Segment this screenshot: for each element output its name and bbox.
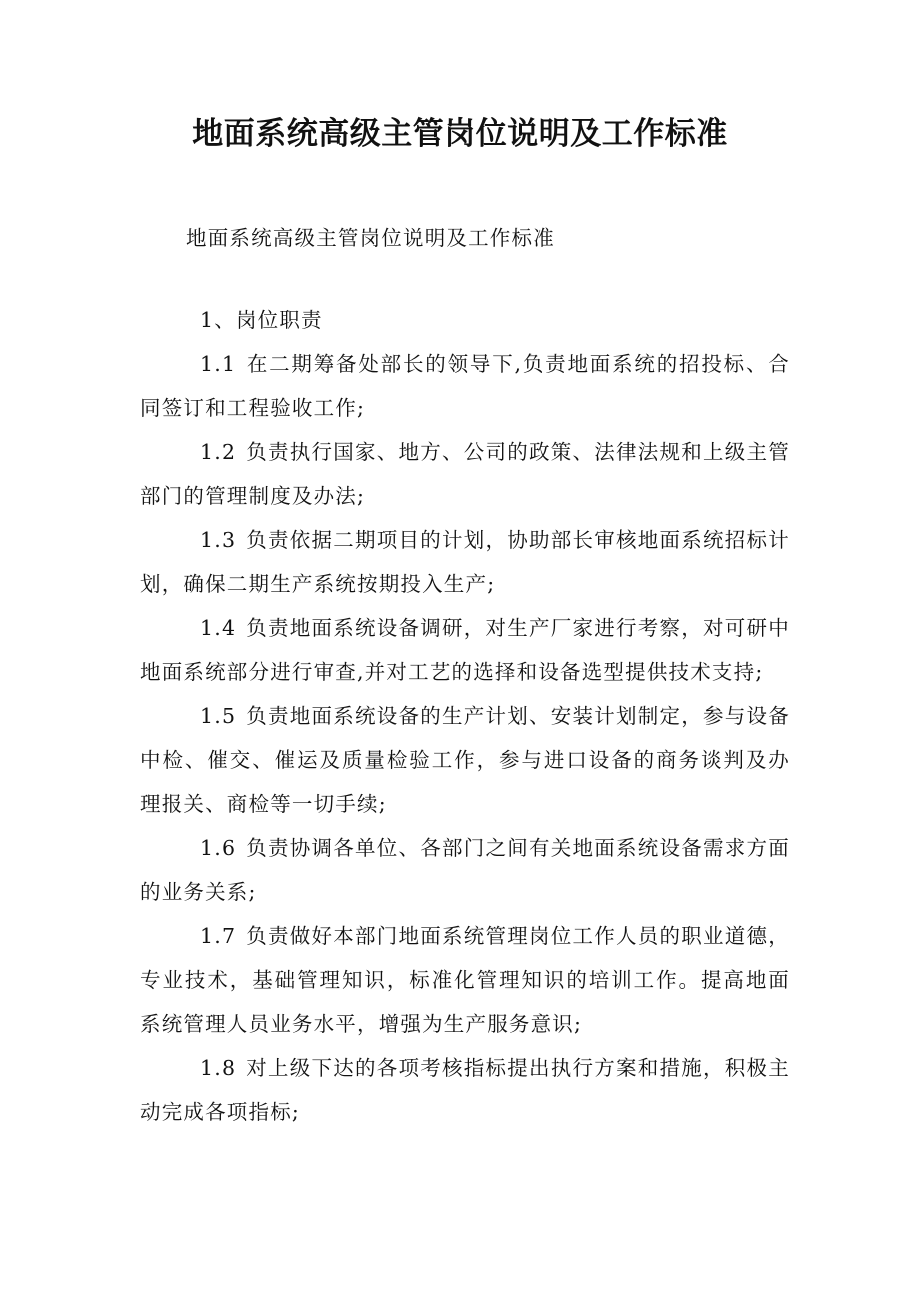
document-subtitle: 地面系统高级主管岗位说明及工作标准 (186, 226, 555, 250)
duty-item-text: 负责依据二期项目的计划，协助部长审核地面系统招标计划，确保二期生产系统按期投入生产; (140, 528, 790, 596)
duty-item-1-6 (140, 826, 790, 914)
duty-item-number: 1.4 (200, 616, 237, 640)
duty-item-number: 1.2 (200, 440, 237, 464)
duty-item-1-8 (140, 1046, 790, 1134)
duty-item-text: 对上级下达的各项考核指标提出执行方案和措施，积极主动完成各项指标; (140, 1056, 790, 1124)
duty-item-number: 1.5 (200, 704, 237, 728)
duty-item-text: 负责协调各单位、各部门之间有关地面系统设备需求方面的业务关系; (140, 836, 790, 904)
duty-item-number: 1.7 (200, 924, 237, 948)
document-title: 地面系统高级主管岗位说明及工作标准 (192, 116, 728, 152)
duty-list (140, 342, 790, 1134)
duty-item-1-7 (140, 914, 790, 1046)
duty-item-number: 1.6 (200, 836, 237, 860)
duty-item-number: 1.1 (200, 352, 237, 376)
duty-item-text: 负责地面系统设备的生产计划、安装计划制定，参与设备中检、催交、催运及质量检验工作，参与进口设备的商务谈判及办理报关、商检等一切手续; (140, 704, 790, 816)
duty-item-1-3 (140, 518, 790, 606)
duty-item-text: 负责执行国家、地方、公司的政策、法律法规和上级主管部门的管理制度及办法; (140, 440, 790, 508)
duty-item-1-4 (140, 606, 790, 694)
duty-item-text: 负责做好本部门地面系统管理岗位工作人员的职业道德，专业技术，基础管理知识，标准化管理知识的培训工作。提高地面系统管理人员业务水平，增强为生产服务意识; (140, 924, 790, 1036)
duty-item-1-1 (140, 342, 790, 430)
duty-item-text: 在二期筹备处部长的领导下,负责地面系统的招投标、合同签订和工程验收工作; (140, 352, 790, 420)
section-heading: 1、岗位职责 (200, 308, 323, 332)
duty-item-number: 1.8 (200, 1056, 237, 1080)
duty-item-number: 1.3 (200, 528, 237, 552)
duty-item-1-2 (140, 430, 790, 518)
duty-item-1-5 (140, 694, 790, 826)
duty-item-text: 负责地面系统设备调研，对生产厂家进行考察，对可研中地面系统部分进行审查,并对工艺的选择和设备选型提供技术支持; (140, 616, 790, 684)
